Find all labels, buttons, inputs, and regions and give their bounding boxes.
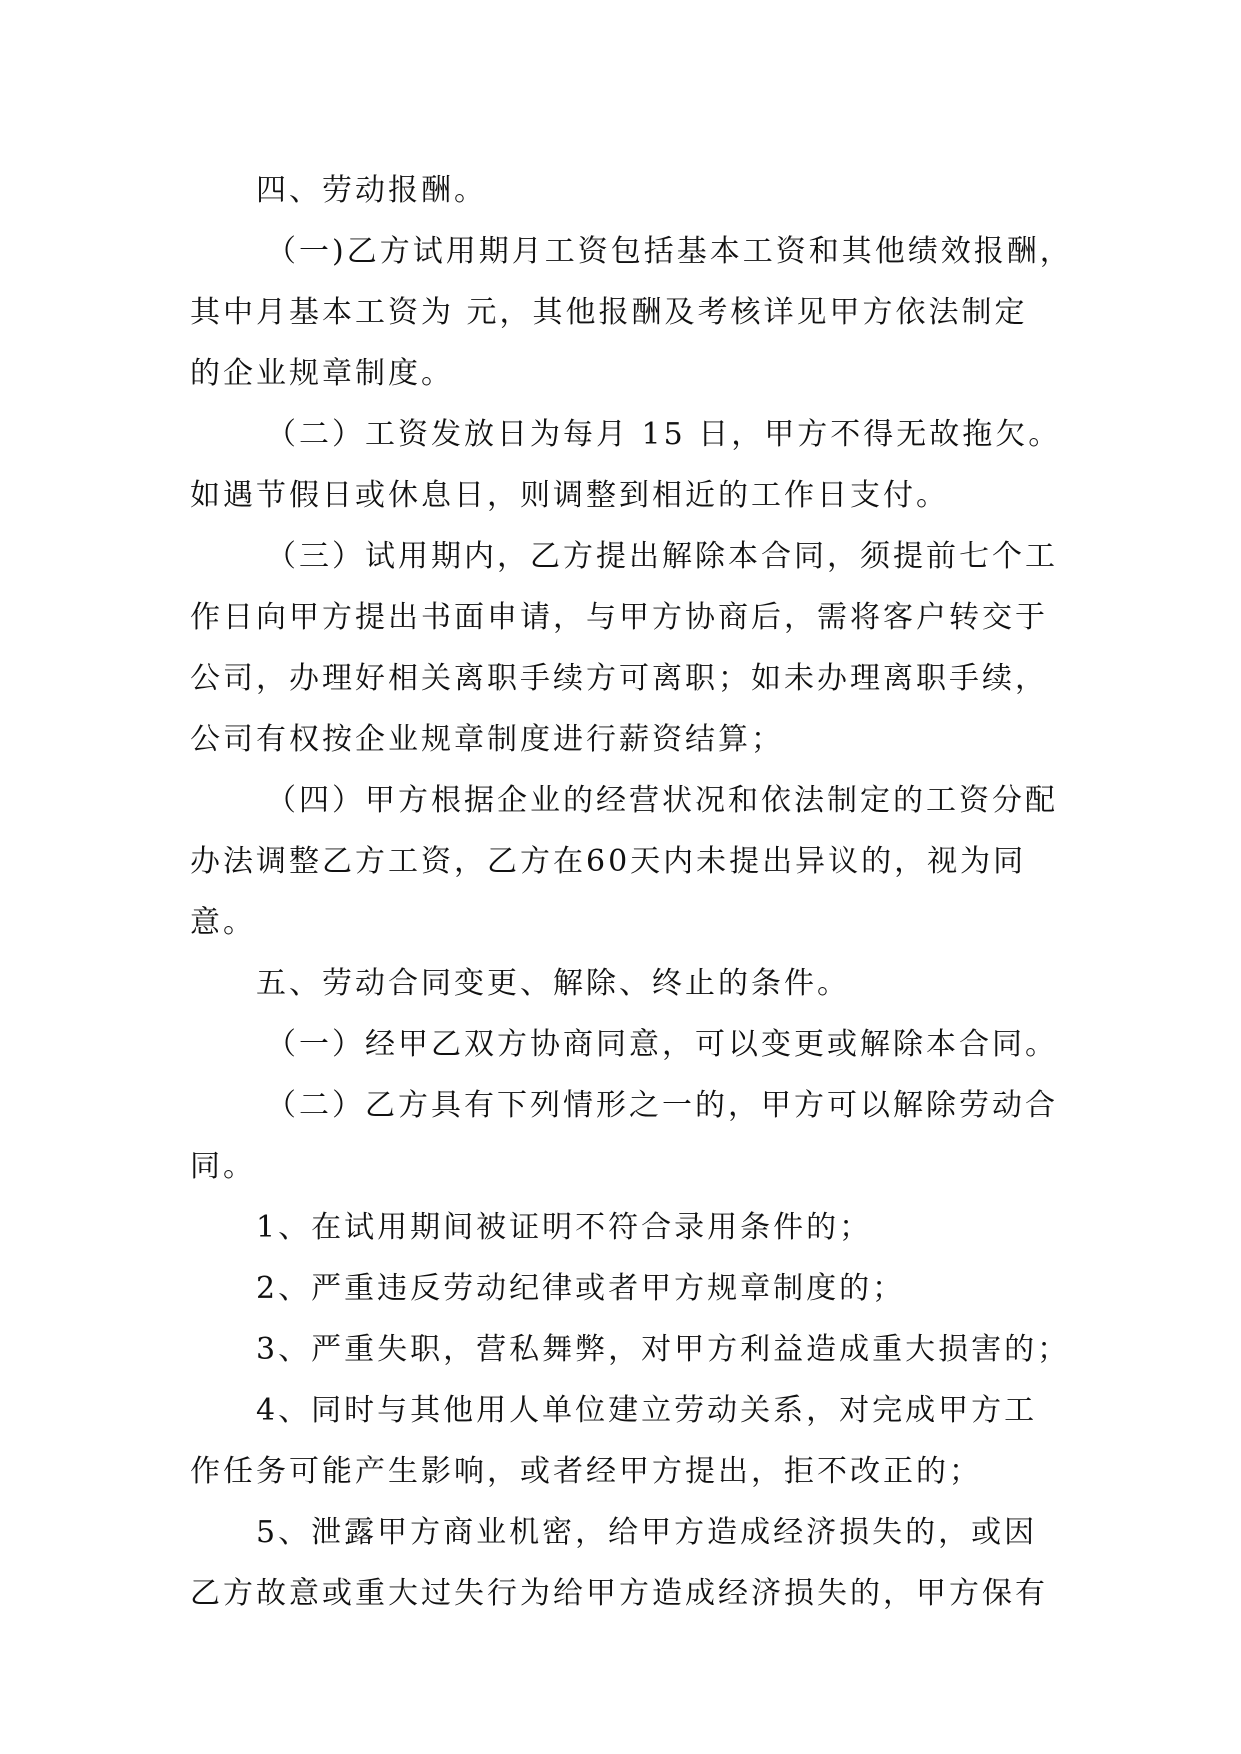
paragraph-line: （三）试用期内，乙方提出解除本合同，须提前七个工 bbox=[266, 539, 1058, 574]
paragraph-line: 意。 bbox=[190, 905, 256, 940]
paragraph-line: 公司，办理好相关离职手续方可离职；如未办理离职手续， bbox=[190, 661, 1048, 696]
paragraph-line: （一）经甲乙双方协商同意，可以变更或解除本合同。 bbox=[266, 1027, 1058, 1062]
paragraph-line: （四）甲方根据企业的经营状况和依法制定的工资分配 bbox=[266, 783, 1058, 818]
section-heading: 五、劳动合同变更、解除、终止的条件。 bbox=[256, 966, 850, 1001]
list-item: 4、同时与其他用人单位建立劳动关系，对完成甲方工 bbox=[256, 1393, 1038, 1428]
paragraph-line: （二）乙方具有下列情形之一的，甲方可以解除劳动合 bbox=[266, 1088, 1058, 1123]
list-item: 5、泄露甲方商业机密，给甲方造成经济损失的，或因 bbox=[256, 1515, 1038, 1550]
list-item-continuation: 作任务可能产生影响，或者经甲方提出，拒不改正的； bbox=[190, 1454, 982, 1489]
list-item: 2、严重违反劳动纪律或者甲方规章制度的； bbox=[256, 1271, 906, 1306]
list-item: 1、在试用期间被证明不符合录用条件的； bbox=[256, 1210, 873, 1245]
paragraph-line: 如遇节假日或休息日，则调整到相近的工作日支付。 bbox=[190, 478, 949, 513]
paragraph-line: 办法调整乙方工资，乙方在60天内未提出异议的，视为同 bbox=[190, 844, 1027, 879]
paragraph-line: 公司有权按企业规章制度进行薪资结算； bbox=[190, 722, 784, 757]
list-item: 3、严重失职，营私舞弊，对甲方利益造成重大损害的； bbox=[256, 1332, 1071, 1367]
section-heading: 四、劳动报酬。 bbox=[256, 173, 487, 208]
document-body bbox=[190, 160, 1073, 1624]
paragraph-line: （一)乙方试用期月工资包括基本工资和其他绩效报酬， bbox=[266, 234, 1073, 269]
list-item-continuation: 乙方故意或重大过失行为给甲方造成经济损失的，甲方保有 bbox=[190, 1576, 1048, 1611]
paragraph-line: 其中月基本工资为 元，其他报酬及考核详见甲方依法制定 bbox=[190, 295, 1028, 330]
paragraph-line: （二）工资发放日为每月 15 日，甲方不得无故拖欠。 bbox=[266, 417, 1062, 452]
paragraph-line: 同。 bbox=[190, 1149, 256, 1184]
paragraph-line: 的企业规章制度。 bbox=[190, 356, 454, 391]
paragraph-line: 作日向甲方提出书面申请，与甲方协商后，需将客户转交于 bbox=[190, 600, 1048, 635]
